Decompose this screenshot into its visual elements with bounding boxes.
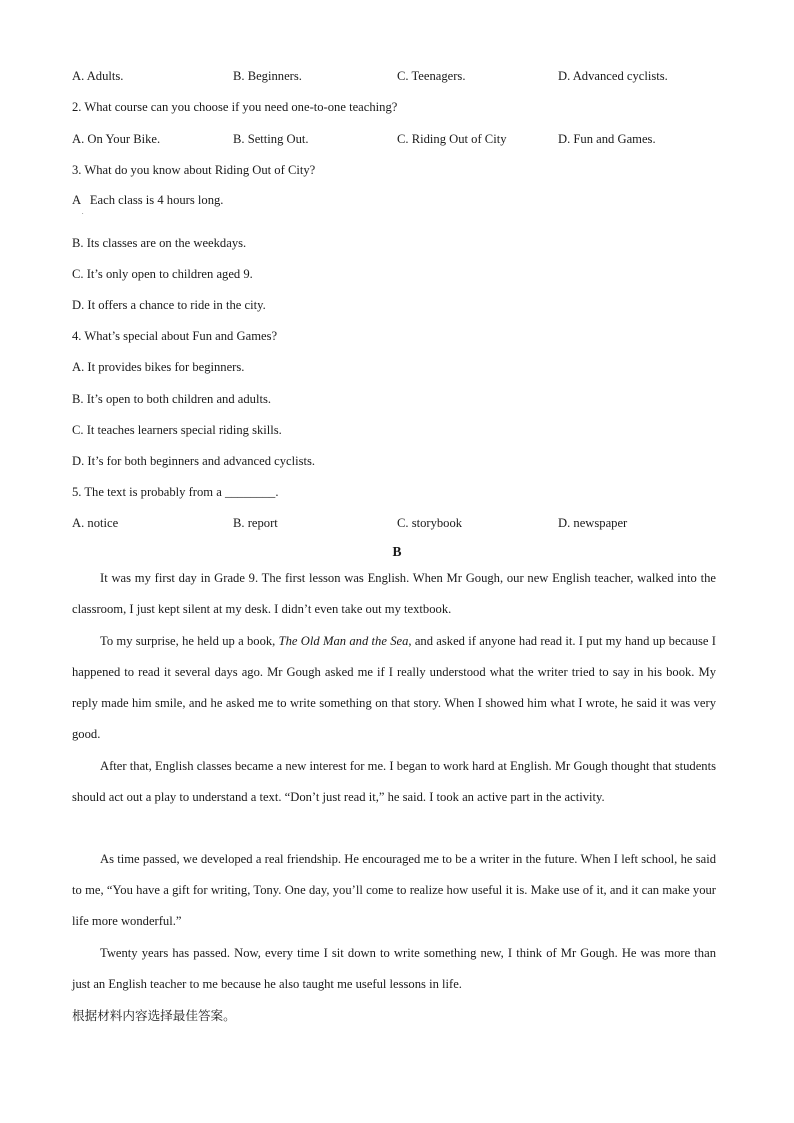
paragraph-2-text-after: , and asked if anyone had read it. I put my hand up because I happened to read it several days ago. Mr Gough asked me if I really understood what the writer tried to say in his book. My reply made him smile, and he asked me to write something on that story. When I showed him what I wrote, he said it was very good.	[72, 634, 716, 741]
q4-option-d: D. It’s for both beginners and advanced cyclists.	[72, 454, 316, 468]
q1-option-d: D. Advanced cyclists.	[558, 69, 668, 83]
q4-option-a: A. It provides bikes for beginners.	[72, 360, 245, 374]
stray-dot: .	[82, 210, 84, 216]
passage-paragraph-2	[72, 626, 716, 750]
q5-option-c: C. storybook	[397, 516, 463, 530]
q5-option-a: A. notice	[72, 516, 119, 530]
q3-question: 3. What do you know about Riding Out of City?	[72, 163, 316, 177]
q2-option-c: C. Riding Out of City	[397, 132, 507, 146]
passage-paragraph-3: After that, English classes became a new interest for me. I began to work hard at English. Mr Gough thought that students should act out a play to understand a text. “Don’t just read it,” he said. I took an active part in the activity.	[72, 759, 716, 804]
q5-option-b: B. report	[233, 516, 278, 530]
passage-paragraph-1: It was my first day in Grade 9. The first lesson was English. When Mr Gough, our new English teacher, walked into the classroom, I just kept silent at my desk. I didn’t even take out my textbook.	[72, 571, 716, 616]
instruction-text: 根据材料内容选择最佳答案。	[72, 1008, 236, 1023]
q4-option-c: C. It teaches learners special riding skills.	[72, 423, 282, 437]
q4-option-b: B. It’s open to both children and adults.	[72, 392, 272, 406]
q4-question: 4. What’s special about Fun and Games?	[72, 329, 278, 343]
q1-option-c: C. Teenagers.	[397, 69, 466, 83]
q1-option-a: A. Adults.	[72, 69, 124, 83]
q2-question: 2. What course can you choose if you need one-to-one teaching?	[72, 100, 398, 114]
q3-option-b: B. Its classes are on the weekdays.	[72, 236, 247, 250]
q3-option-d: D. It offers a chance to ride in the city.	[72, 298, 266, 312]
passage-paragraph-5: Twenty years has passed. Now, every time I sit down to write something new, I think of Mr Gough. He was more than just an English teacher to me because he also taught me useful lessons in life.	[72, 946, 716, 991]
q5-question: 5. The text is probably from a ________.	[72, 485, 279, 499]
q2-option-a: A. On Your Bike.	[72, 132, 161, 146]
passage-paragraph-4: As time passed, we developed a real friendship. He encouraged me to be a writer in the future. When I left school, he said to me, “You have a gift for writing, Tony. One day, you’ll come to realize how useful it is. Make use of it, and it can make your life more wonderful.”	[72, 852, 716, 928]
q5-option-d: D. newspaper	[558, 516, 628, 530]
q3-option-a: A Each class is 4 hours long.	[72, 193, 224, 207]
paragraph-2-text-before: To my surprise, he held up a book,	[100, 634, 279, 648]
q1-option-b: B. Beginners.	[233, 69, 302, 83]
section-b-heading: B	[392, 544, 402, 559]
book-title: The Old Man and the Sea	[278, 634, 409, 648]
q3-option-c: C. It’s only open to children aged 9.	[72, 267, 253, 281]
q2-option-b: B. Setting Out.	[233, 132, 309, 146]
q2-option-d: D. Fun and Games.	[558, 132, 656, 146]
